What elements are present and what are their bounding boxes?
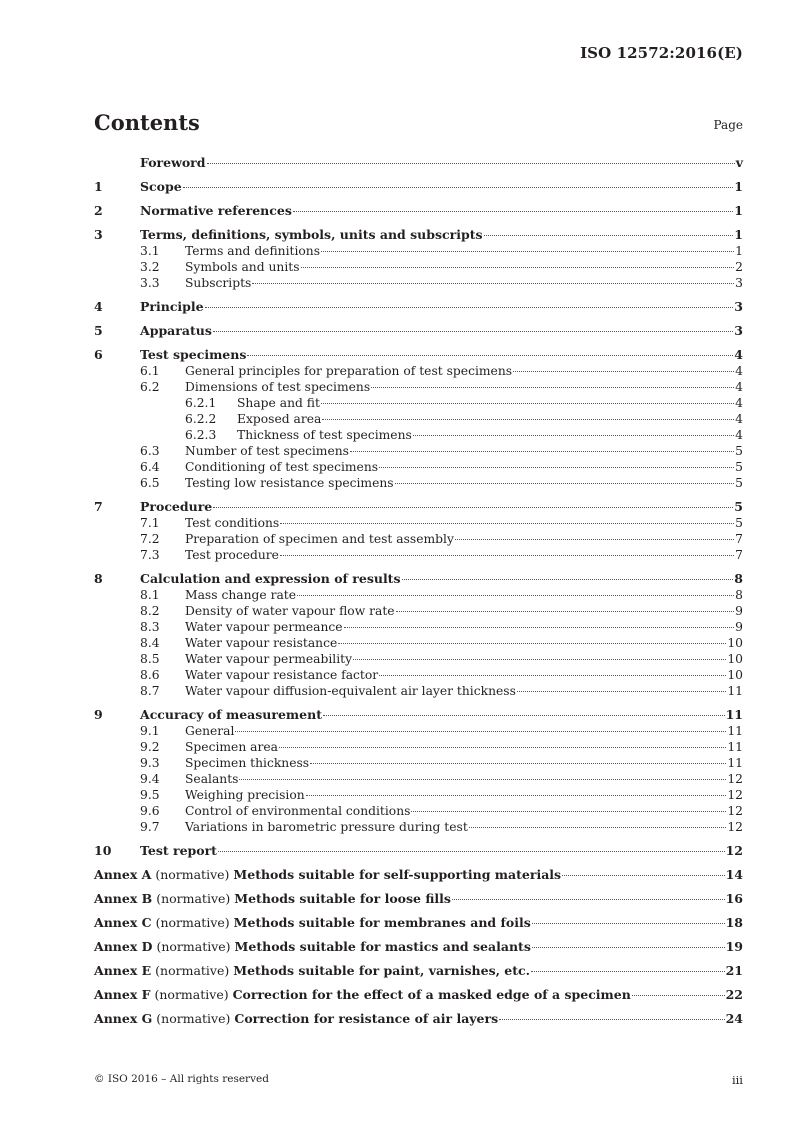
toc-entry[interactable] [94,755,743,771]
toc-dot-leader [322,419,734,420]
toc-dot-leader [239,779,726,780]
toc-dot-leader [279,747,726,748]
toc-entry-page: 1 [734,203,743,218]
annex-kind: (normative) [155,963,230,978]
toc-entry[interactable] [94,819,743,835]
toc-entry-number: 9.6 [140,804,160,818]
toc-entry-page: 11 [727,724,743,738]
toc-annex-page: 22 [725,987,743,1002]
toc-entry[interactable] [94,667,743,683]
toc-entry[interactable] [94,363,743,379]
toc-entry[interactable] [94,683,743,699]
toc-dot-leader [484,235,734,236]
toc-dot-leader [632,995,725,996]
toc-dot-leader [280,523,734,524]
toc-entry-title: Shape and fit [237,396,320,410]
toc-entry-title: Test procedure [185,548,279,562]
toc-entry-page: 8 [735,588,743,602]
toc-entry-page: 1 [734,227,743,242]
toc-annex-heading [94,891,451,907]
toc-entry-page: 4 [735,364,743,378]
toc-entry[interactable] [94,515,743,531]
toc-entry-page: 4 [735,412,743,426]
toc-entry-title: Test conditions [185,516,280,530]
toc-annex-entry[interactable] [94,891,743,907]
toc-entry[interactable] [94,587,743,603]
toc-entry-number: 3 [94,227,103,242]
toc-entry-title: Specimen area [185,740,278,754]
page-column-label: Page [713,118,743,132]
toc-entry[interactable] [94,179,743,195]
toc-entry-number: 8.3 [140,620,160,634]
toc-annex-entry[interactable] [94,987,743,1003]
toc-entry-title: Specimen thickness [185,756,310,770]
toc-entry-page: 12 [727,772,743,786]
annex-kind: (normative) [155,915,230,930]
toc-entry-page: 9 [735,620,743,634]
toc-dot-leader [301,267,735,268]
toc-entry-page: 10 [727,668,743,682]
toc-annex-heading [94,939,531,955]
toc-dot-leader [513,371,734,372]
annex-kind: (normative) [154,987,229,1002]
toc-entry-number: 7.2 [140,532,160,546]
toc-dot-leader [395,483,735,484]
toc-annex-page: 16 [725,891,743,906]
toc-entry-title: Sealants [185,772,239,786]
toc-annex-heading [94,987,631,1003]
toc-entry-title: Test specimens [140,347,247,362]
toc-dot-leader [306,795,727,796]
toc-entry-title: General principles for preparation of test specimens [185,364,513,378]
toc-dot-leader [213,331,733,332]
toc-dot-leader [323,715,725,716]
annex-title: Correction for resistance of air layers [234,1011,499,1026]
toc-entry-title: Weighing precision [185,788,305,802]
toc-dot-leader [350,451,734,452]
toc-entry-page: 3 [735,276,743,290]
toc-entry-title: Symbols and units [185,260,300,274]
toc-entry-number: 9.7 [140,820,160,834]
annex-title: Correction for the effect of a masked edge of a specimen [232,987,631,1002]
document-id: ISO 12572:2016(E) [580,44,743,62]
toc-entry-number: 3.3 [140,276,160,290]
toc-entry-number: 3.1 [140,244,160,258]
toc-annex-heading [94,1011,498,1027]
toc-annex-heading [94,915,531,931]
toc-entry-title: Subscripts [185,276,252,290]
toc-entry[interactable] [94,427,743,443]
toc-entry[interactable] [94,843,743,859]
toc-entry-number: 4 [94,299,103,314]
toc-entry-page: 11 [727,756,743,770]
toc-entry[interactable] [94,787,743,803]
toc-entry-title: Water vapour resistance factor [185,668,379,682]
toc-entry-title: Mass change rate [185,588,296,602]
toc-annex-heading [94,867,561,883]
toc-entry-page: 5 [735,460,743,474]
toc-dot-leader [413,435,734,436]
toc-entry-number: 10 [94,843,112,858]
toc-dot-leader [344,627,735,628]
toc-entry[interactable] [94,395,743,411]
toc-entry-page: 12 [727,820,743,834]
toc-entry-page: 4 [735,428,743,442]
toc-annex-page: 14 [725,867,743,882]
toc-dot-leader [499,1019,724,1020]
toc-entry-page: 3 [734,323,743,338]
toc-dot-leader [532,947,725,948]
toc-entry[interactable] [94,259,743,275]
toc-entry-number: 6.3 [140,444,160,458]
annex-label: Annex D [94,939,153,954]
toc-entry[interactable] [94,771,743,787]
toc-dot-leader [452,899,725,900]
toc-entry-page: 5 [735,516,743,530]
toc-entry-title: Water vapour diffusion-equivalent air layer thickness [185,684,516,698]
toc-dot-leader [321,251,734,252]
toc-entry-number: 7 [94,499,103,514]
toc-entry-title: Testing low resistance specimens [185,476,394,490]
toc-entry[interactable] [94,203,743,219]
toc-annex-entry[interactable] [94,963,743,979]
annex-label: Annex A [94,867,152,882]
toc-entry-number: 9 [94,707,103,722]
toc-annex-entry[interactable] [94,939,743,955]
toc-entry-number: 1 [94,179,103,194]
toc-entry-number: 6.5 [140,476,160,490]
annex-kind: (normative) [156,1011,231,1026]
toc-entry[interactable] [94,547,743,563]
annex-label: Annex C [94,915,152,930]
toc-annex-heading [94,963,530,979]
copyright-notice: © ISO 2016 – All rights reserved [94,1073,269,1085]
toc-entry-page: 7 [735,548,743,562]
toc-entry-title: Control of environmental conditions [185,804,411,818]
toc-entry-title: Conditioning of test specimens [185,460,379,474]
toc-entry-number: 3.2 [140,260,160,274]
toc-dot-leader [213,507,733,508]
annex-label: Annex G [94,1011,153,1026]
toc-annex-page: 18 [725,915,743,930]
toc-entry-title: Procedure [140,499,213,514]
toc-entry[interactable] [94,275,743,291]
toc-entry[interactable] [94,443,743,459]
toc-entry-page: 5 [734,499,743,514]
annex-title: Methods suitable for paint, varnishes, etc. [233,963,530,978]
toc-entry-number: 8.6 [140,668,160,682]
toc-entry-title: Terms and definitions [185,244,321,258]
toc-dot-leader [235,731,726,732]
toc-dot-leader [205,307,734,308]
toc-entry-number: 6.1 [140,364,160,378]
toc-entry[interactable] [94,739,743,755]
toc-annex-entry[interactable] [94,915,743,931]
toc-entry[interactable] [94,803,743,819]
toc-dot-leader [371,387,734,388]
toc-dot-leader [396,611,735,612]
toc-entry-number: 6.2.1 [185,396,217,410]
toc-dot-leader [532,923,725,924]
annex-title: Methods suitable for membranes and foils [233,915,531,930]
toc-dot-leader [562,875,725,876]
toc-entry-title: Preparation of specimen and test assembly [185,532,454,546]
toc-entry-number: 8.7 [140,684,160,698]
toc-annex-page: 19 [725,939,743,954]
page-number: iii [731,1073,743,1087]
toc-entry[interactable] [94,243,743,259]
toc-entry-page: 1 [734,179,743,194]
toc-dot-leader [402,579,734,580]
toc-entry-title: Accuracy of measurement [140,707,322,722]
toc-entry-page: 12 [727,804,743,818]
toc-entry-title: Normative references [140,203,292,218]
toc-entry-page: 9 [735,604,743,618]
toc-entry-title: Scope [140,179,182,194]
toc-entry-title: Calculation and expression of results [140,571,401,586]
toc-entry-number: 6 [94,347,103,362]
toc-entry-title: Test report [140,843,217,858]
toc-entry-title: Terms, definitions, symbols, units and subscripts [140,227,483,242]
toc-entry-number: 8.1 [140,588,160,602]
toc-entry-number: 9.4 [140,772,160,786]
toc-entry-number: 9.3 [140,756,160,770]
toc-entry-number: 8.4 [140,636,160,650]
toc-entry-title: Density of water vapour flow rate [185,604,395,618]
toc-entry[interactable] [94,651,743,667]
annex-label: Annex B [94,891,153,906]
toc-dot-leader [411,811,726,812]
toc-annex-entry[interactable] [94,867,743,883]
toc-entry[interactable] [94,347,743,363]
annex-title: Methods suitable for self-supporting materials [233,867,562,882]
toc-entry-page: v [735,155,743,170]
toc-entry-page: 11 [727,684,743,698]
toc-entry-title: Principle [140,299,204,314]
toc-entry[interactable] [94,475,743,491]
toc-dot-leader [207,163,735,164]
toc-entry-number: 7.1 [140,516,160,530]
toc-entry-page: 5 [735,476,743,490]
toc-dot-leader [379,467,734,468]
toc-entry-page: 12 [727,788,743,802]
toc-entry[interactable] [94,619,743,635]
toc-entry-number: 2 [94,203,103,218]
toc-entry-page: 8 [734,571,743,586]
toc-entry-page: 7 [735,532,743,546]
annex-kind: (normative) [156,939,231,954]
toc-entry-page: 11 [725,707,743,722]
toc-entry[interactable] [94,379,743,395]
toc-entry[interactable] [94,323,743,339]
toc-dot-leader [297,595,734,596]
annex-title: Methods suitable for loose fills [234,891,451,906]
toc-entry-number: 5 [94,323,103,338]
toc-entry[interactable] [94,707,743,723]
toc-entry-title: Exposed area [237,412,322,426]
toc-dot-leader [455,539,734,540]
toc-entry[interactable] [94,411,743,427]
toc-entry-title: Water vapour permeance [185,620,343,634]
toc-entry-title: Variations in barometric pressure during test [185,820,468,834]
toc-dot-leader [379,675,726,676]
toc-entry-number: 8.5 [140,652,160,666]
toc-entry[interactable] [94,459,743,475]
annex-label: Annex E [94,963,152,978]
toc-entry-title: Thickness of test specimens [237,428,412,442]
toc-annex-page: 24 [725,1011,743,1026]
toc-entry-number: 6.4 [140,460,160,474]
toc-entry-page: 10 [727,652,743,666]
toc-entry[interactable] [94,155,743,171]
toc-entry[interactable] [94,499,743,515]
table-of-contents [94,155,743,1027]
toc-entry-title: Water vapour permeability [185,652,353,666]
toc-entry[interactable] [94,531,743,547]
toc-entry-title: Apparatus [140,323,212,338]
annex-kind: (normative) [155,867,230,882]
toc-entry[interactable] [94,723,743,739]
toc-dot-leader [321,403,734,404]
toc-dot-leader [531,971,725,972]
toc-dot-leader [280,555,734,556]
toc-entry-page: 3 [734,299,743,314]
toc-entry-number: 8.2 [140,604,160,618]
toc-entry-title: Foreword [140,155,206,170]
toc-entry-title: Dimensions of test specimens [185,380,371,394]
toc-entry[interactable] [94,571,743,587]
toc-dot-leader [218,851,725,852]
toc-dot-leader [469,827,727,828]
toc-annex-page: 21 [725,963,743,978]
toc-dot-leader [310,763,726,764]
annex-label: Annex F [94,987,151,1002]
page-title: Contents [94,110,200,135]
toc-entry-number: 6.2.2 [185,412,217,426]
toc-entry-page: 4 [735,380,743,394]
toc-entry-title: Number of test specimens [185,444,349,458]
toc-entry-page: 12 [725,843,743,858]
toc-entry-title: Water vapour resistance [185,636,338,650]
toc-entry-number: 9.1 [140,724,160,738]
toc-entry-page: 4 [735,396,743,410]
toc-entry-page: 1 [735,244,743,258]
toc-entry-number: 7.3 [140,548,160,562]
toc-entry-title: General [185,724,235,738]
toc-entry[interactable] [94,299,743,315]
toc-entry-number: 9.5 [140,788,160,802]
toc-dot-leader [353,659,726,660]
toc-entry-page: 2 [735,260,743,274]
toc-entry-page: 4 [734,347,743,362]
toc-entry[interactable] [94,227,743,243]
toc-entry-number: 6.2 [140,380,160,394]
toc-dot-leader [183,187,734,188]
toc-dot-leader [338,643,726,644]
toc-dot-leader [252,283,734,284]
toc-dot-leader [293,211,733,212]
toc-dot-leader [247,355,733,356]
toc-entry-number: 6.2.3 [185,428,217,442]
annex-title: Methods suitable for mastics and sealants [234,939,531,954]
toc-entry-page: 5 [735,444,743,458]
toc-annex-entry[interactable] [94,1011,743,1027]
toc-dot-leader [517,691,726,692]
toc-entry[interactable] [94,603,743,619]
toc-entry-page: 10 [727,636,743,650]
toc-entry-number: 9.2 [140,740,160,754]
toc-entry-page: 11 [727,740,743,754]
toc-entry-number: 8 [94,571,103,586]
annex-kind: (normative) [156,891,231,906]
toc-entry[interactable] [94,635,743,651]
